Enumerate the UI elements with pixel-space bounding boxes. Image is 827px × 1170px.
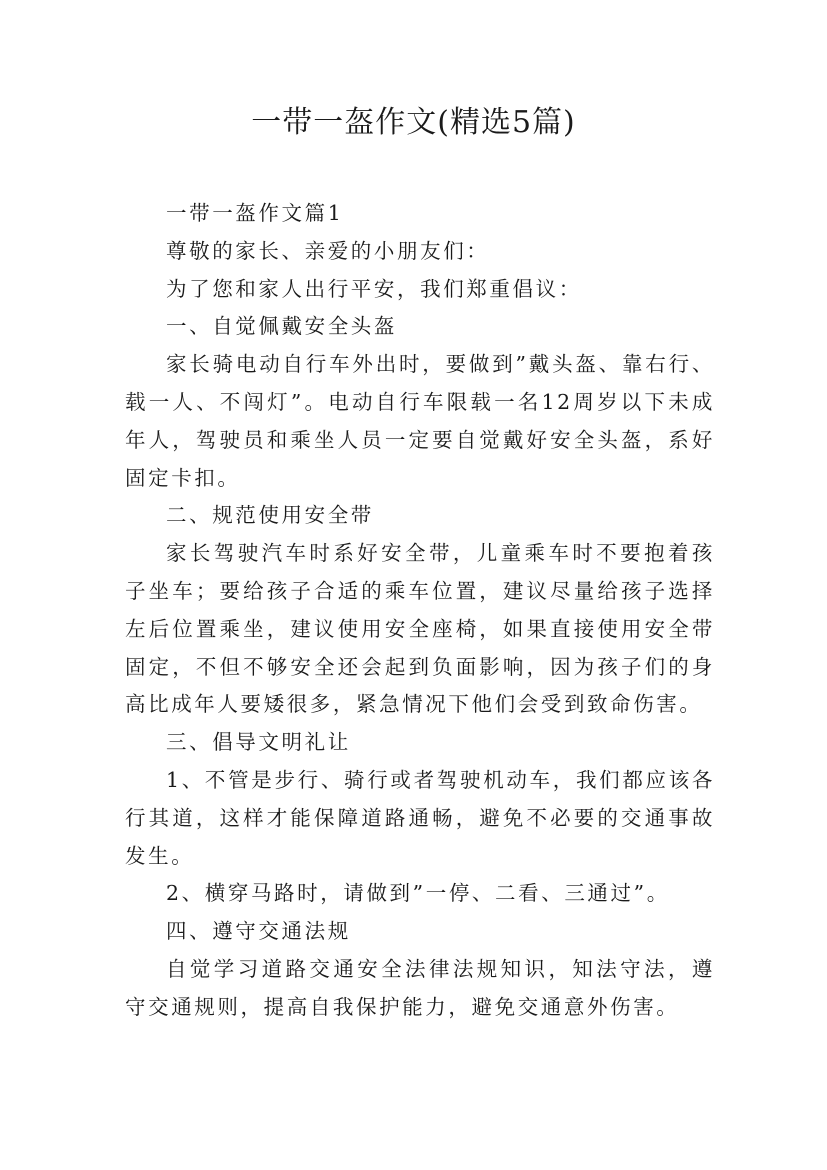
point-heading-1: 一、自觉佩戴安全头盔: [166, 314, 397, 339]
section-heading: 一带一盔作文篇1: [166, 201, 344, 225]
point-heading-3: 三、倡导文明礼让: [166, 730, 351, 755]
intro-paragraph: 为了您和家人出行平安，我们郑重倡议：: [166, 276, 582, 301]
salutation: 尊敬的家长、亲爱的小朋友们：: [166, 238, 490, 263]
point-heading-2: 二、规范使用安全带: [166, 503, 374, 528]
body-paragraph: 2、横穿马路时，请做到”一停、二看、三通过”。: [166, 881, 670, 906]
body-paragraph: 1、不管是步行、骑行或者驾驶机动车，我们都应该各行其道，这样才能保障道路通畅，避免不必要的交通事故发生。: [125, 767, 715, 868]
document-title: 一带一盔作文(精选5篇): [251, 105, 576, 140]
point-heading-4: 四、遵守交通法规: [166, 919, 351, 944]
body-paragraph: 自觉学习道路交通安全法律法规知识，知法守法，遵守交通规则，提高自我保护能力，避免交通意外伤害。: [125, 956, 715, 1019]
body-paragraph: 家长驾驶汽车时系好安全带，儿童乘车时不要抱着孩子坐车；要给孩子合适的乘车位置，建议尽量给孩子选择左后位置乘坐，建议使用安全座椅，如果直接使用安全带固定，不但不够安全还会起到负面影响，因为孩子们的身高比成年人要矮很多，紧急情况下他们会受到致命伤害。: [125, 541, 715, 717]
document-body: [125, 195, 715, 1027]
body-paragraph: 家长骑电动自行车外出时，要做到”戴头盔、靠右行、载一人、不闯灯”。电动自行车限载一名12周岁以下未成年人，驾驶员和乘坐人员一定要自觉戴好安全头盔，系好固定卡扣。: [125, 352, 715, 490]
